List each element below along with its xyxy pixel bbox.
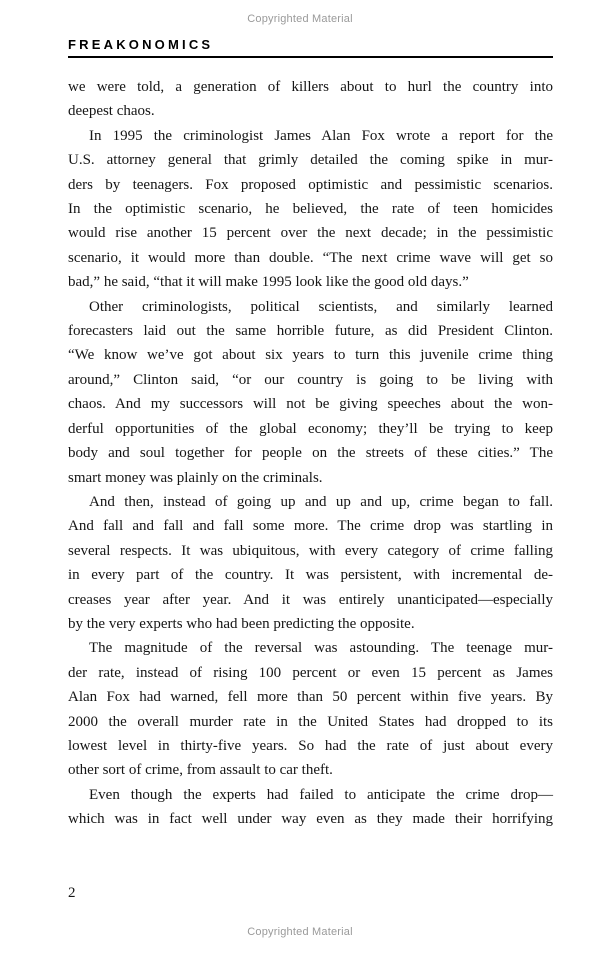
text-line: In the optimistic scenario, he believed, the rate of teen homicides xyxy=(68,201,553,218)
text-line: Other criminologists, political scientists, and similarly learned xyxy=(89,298,553,315)
paragraph xyxy=(68,75,553,124)
text-line: we were told, a generation of killers about to hurl the country into xyxy=(68,79,553,95)
text-line: Alan Fox had warned, fell more than 50 percent within five years. By xyxy=(68,689,553,706)
text-line: And fall and fall and fall some more. The crime drop was startling in xyxy=(68,518,553,535)
text-line: forecasters laid out the same horrible future, as did President Clinton. xyxy=(68,323,553,340)
copyright-notice-bottom: Copyrighted Material xyxy=(247,926,353,938)
text-line: by the very experts who had been predicting the opposite. xyxy=(68,615,415,632)
text-line: 2000 the overall murder rate in the United States had dropped to its xyxy=(68,713,553,730)
running-head-title: FREAKONOMICS xyxy=(68,37,214,52)
text-line: deepest chaos. xyxy=(68,103,155,120)
text-line: would rise another 15 percent over the next decade; in the pessimistic xyxy=(68,225,553,242)
text-line: Even though the experts had failed to anticipate the crime drop— xyxy=(89,786,553,803)
paragraph xyxy=(68,636,553,782)
text-line: which was in fact well under way even as they made their horrifying xyxy=(68,811,553,828)
text-line: U.S. attorney general that grimly detailed the coming spike in mur- xyxy=(68,152,553,169)
text-line: der rate, instead of rising 100 percent or even 15 percent as James xyxy=(68,664,553,681)
text-line: around,” Clinton said, “or our country is going to be living with xyxy=(68,371,553,388)
text-line: bad,” he said, “that it will make 1995 look like the good old days.” xyxy=(68,274,469,291)
text-line: And then, instead of going up and up and up, crime began to fall. xyxy=(89,493,553,510)
text-line: chaos. And my successors will not be giving speeches about the won- xyxy=(68,396,553,413)
text-line: in every part of the country. It was persistent, with incremental de- xyxy=(68,567,553,584)
text-line: derful opportunities of the global economy; they’ll be trying to keep xyxy=(68,420,553,437)
paragraph xyxy=(68,490,553,636)
text-line: In 1995 the criminologist James Alan Fox wrote a report for the xyxy=(89,127,553,144)
copyright-notice-top: Copyrighted Material xyxy=(247,13,353,25)
page-number: 2 xyxy=(68,885,76,901)
text-line: other sort of crime, from assault to car theft. xyxy=(68,762,333,779)
text-line: body and soul together for people on the streets of these cities.” The xyxy=(68,445,553,462)
text-line: lowest level in thirty-five years. So had the rate of just about every xyxy=(68,737,553,754)
body-text xyxy=(68,75,553,832)
paragraph xyxy=(68,783,553,832)
paragraph xyxy=(68,124,553,295)
text-line: scenario, it would more than double. “The next crime wave will get so xyxy=(68,249,553,266)
text-line: The magnitude of the reversal was astounding. The teenage mur- xyxy=(89,640,553,657)
text-line: ders by teenagers. Fox proposed optimistic and pessimistic scenarios. xyxy=(68,176,553,193)
text-line: several respects. It was ubiquitous, with every category of crime falling xyxy=(68,542,553,559)
text-line: smart money was plainly on the criminals. xyxy=(68,469,323,486)
paragraph xyxy=(68,295,553,490)
header-rule xyxy=(68,56,553,58)
text-line: “We know we’ve got about six years to turn this juvenile crime thing xyxy=(68,347,553,364)
text-line: creases year after year. And it was entirely unanticipated—especially xyxy=(68,591,553,608)
